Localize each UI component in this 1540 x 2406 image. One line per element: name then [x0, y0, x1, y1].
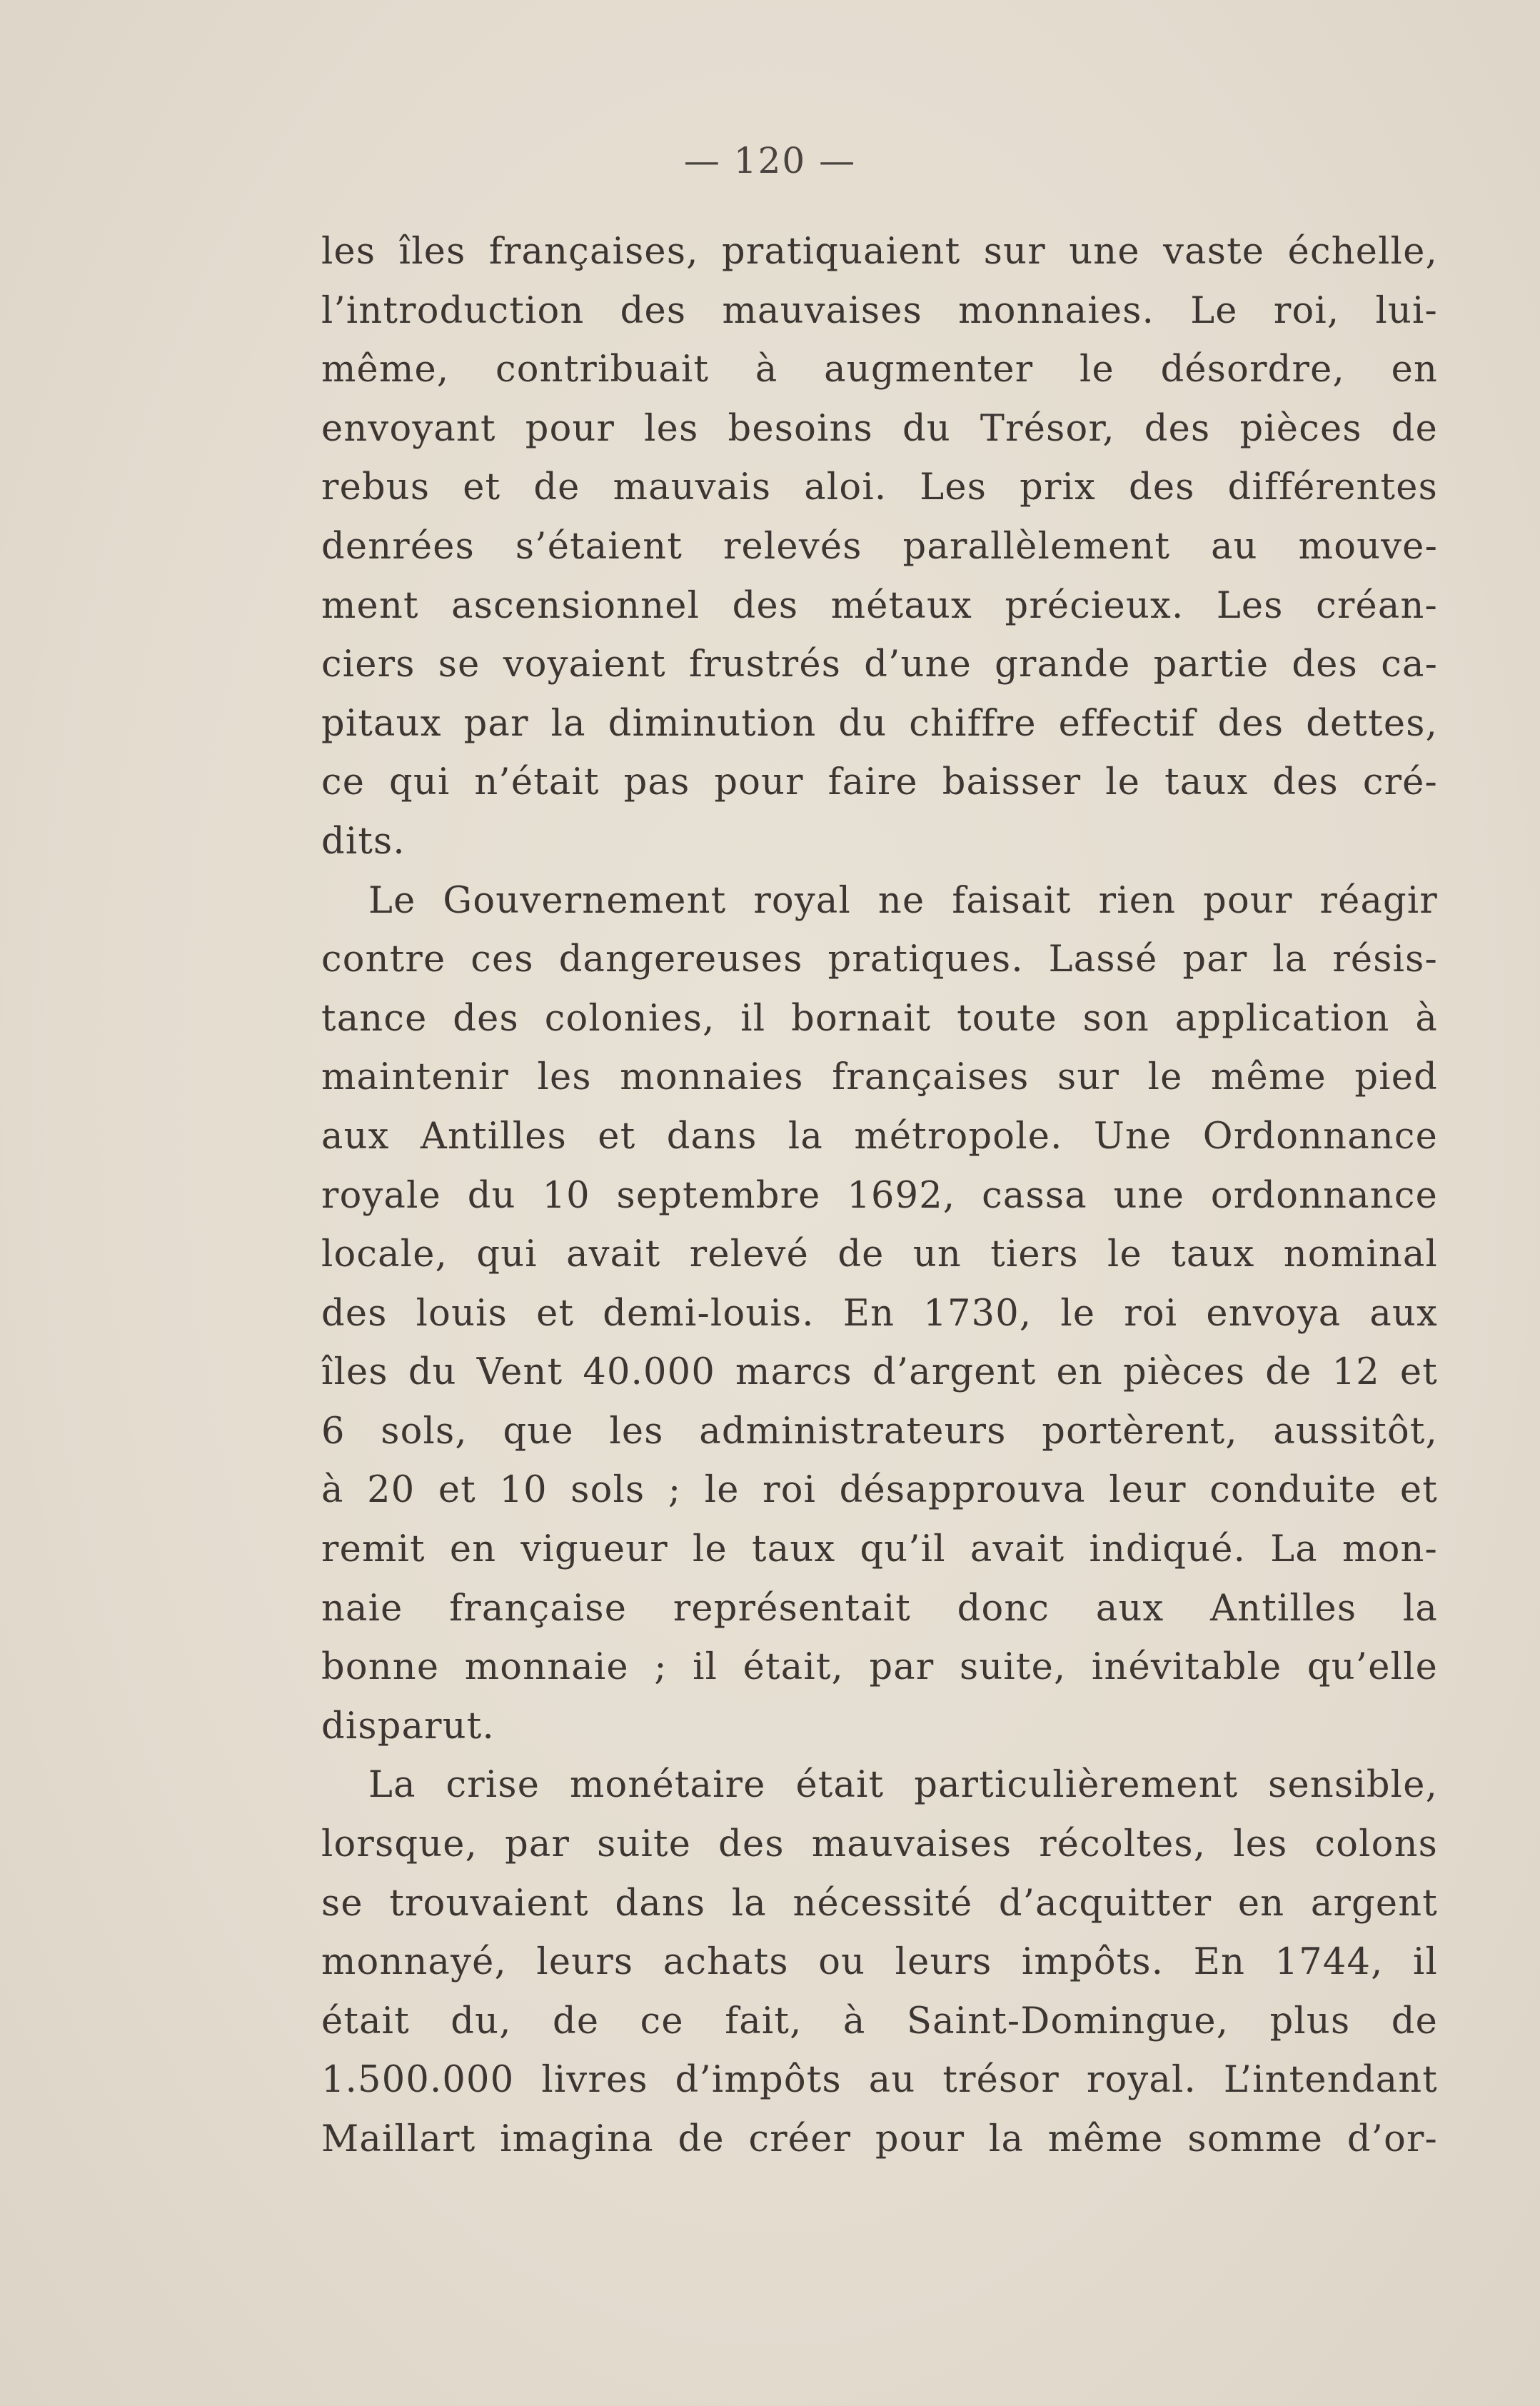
text-line: Maillart imagina de créer pour la même somme d’or-: [321, 2118, 1438, 2160]
text-line: à 20 et 10 sols ; le roi désapprouva leur conduite et: [321, 1469, 1438, 1512]
text-line: disparut.: [321, 1705, 495, 1748]
text-line: Le Gouvernement royal ne faisait rien pour réagir: [368, 879, 1438, 922]
page-number: — 120 —: [683, 140, 857, 181]
text-line: se trouvaient dans la nécessité d’acquitter en argent: [321, 1882, 1438, 1925]
text-line: maintenir les monnaies françaises sur le même pied: [321, 1056, 1438, 1099]
text-line: lorsque, par suite des mauvaises récoltes, les colons: [321, 1823, 1438, 1866]
text-line: locale, qui avait relevé de un tiers le taux nominal: [321, 1233, 1438, 1276]
text-line: même, contribuait à augmenter le désordre, en: [321, 349, 1438, 391]
text-line: l’introduction des mauvaises monnaies. Le roi, lui-: [321, 289, 1438, 332]
text-line: royale du 10 septembre 1692, cassa une ordonnance: [321, 1174, 1438, 1217]
text-line: îles du Vent 40.000 marcs d’argent en pièces de 12 et: [321, 1351, 1438, 1394]
paragraph-3: [321, 1756, 1438, 2169]
text-line: remit en vigueur le taux qu’il avait indiqué. La mon-: [321, 1528, 1438, 1571]
paragraph-1: [321, 223, 1438, 872]
text-line: envoyant pour les besoins du Trésor, des pièces de: [321, 407, 1438, 450]
text-line: ce qui n’était pas pour faire baisser le taux des cré-: [321, 761, 1438, 804]
text-line: 6 sols, que les administrateurs portèrent, aussitôt,: [321, 1410, 1438, 1453]
text-line: naie française représentait donc aux Antilles la: [321, 1587, 1438, 1630]
text-line: La crise monétaire était particulièrement sensible,: [368, 1764, 1438, 1807]
body-text: [321, 223, 1438, 2170]
text-line: 1.500.000 livres d’impôts au trésor royal. L’intendant: [321, 2059, 1438, 2102]
text-line: ciers se voyaient frustrés d’une grande partie des ca-: [321, 643, 1438, 686]
text-line: tance des colonies, il bornait toute son application à: [321, 997, 1438, 1040]
text-line: monnayé, leurs achats ou leurs impôts. En 1744, il: [321, 1941, 1438, 1984]
text-line: était du, de ce fait, à Saint-Domingue, plus de: [321, 2000, 1438, 2042]
text-line: rebus et de mauvais aloi. Les prix des différentes: [321, 466, 1438, 509]
text-line: denrées s’étaient relevés parallèlement au mouve-: [321, 525, 1438, 568]
text-line: bonne monnaie ; il était, par suite, inévitable qu’elle: [321, 1646, 1438, 1689]
text-line: dits.: [321, 820, 406, 863]
paragraph-2: [321, 872, 1438, 1757]
text-line: ment ascensionnel des métaux précieux. Les créan-: [321, 584, 1438, 627]
text-line: les îles françaises, pratiquaient sur une vaste échelle,: [321, 231, 1438, 273]
text-line: des louis et demi-louis. En 1730, le roi envoya aux: [321, 1292, 1438, 1335]
text-line: contre ces dangereuses pratiques. Lassé par la résis-: [321, 938, 1438, 981]
text-line: aux Antilles et dans la métropole. Une Ordonnance: [321, 1115, 1438, 1158]
text-line: pitaux par la diminution du chiffre effectif des dettes,: [321, 702, 1438, 745]
